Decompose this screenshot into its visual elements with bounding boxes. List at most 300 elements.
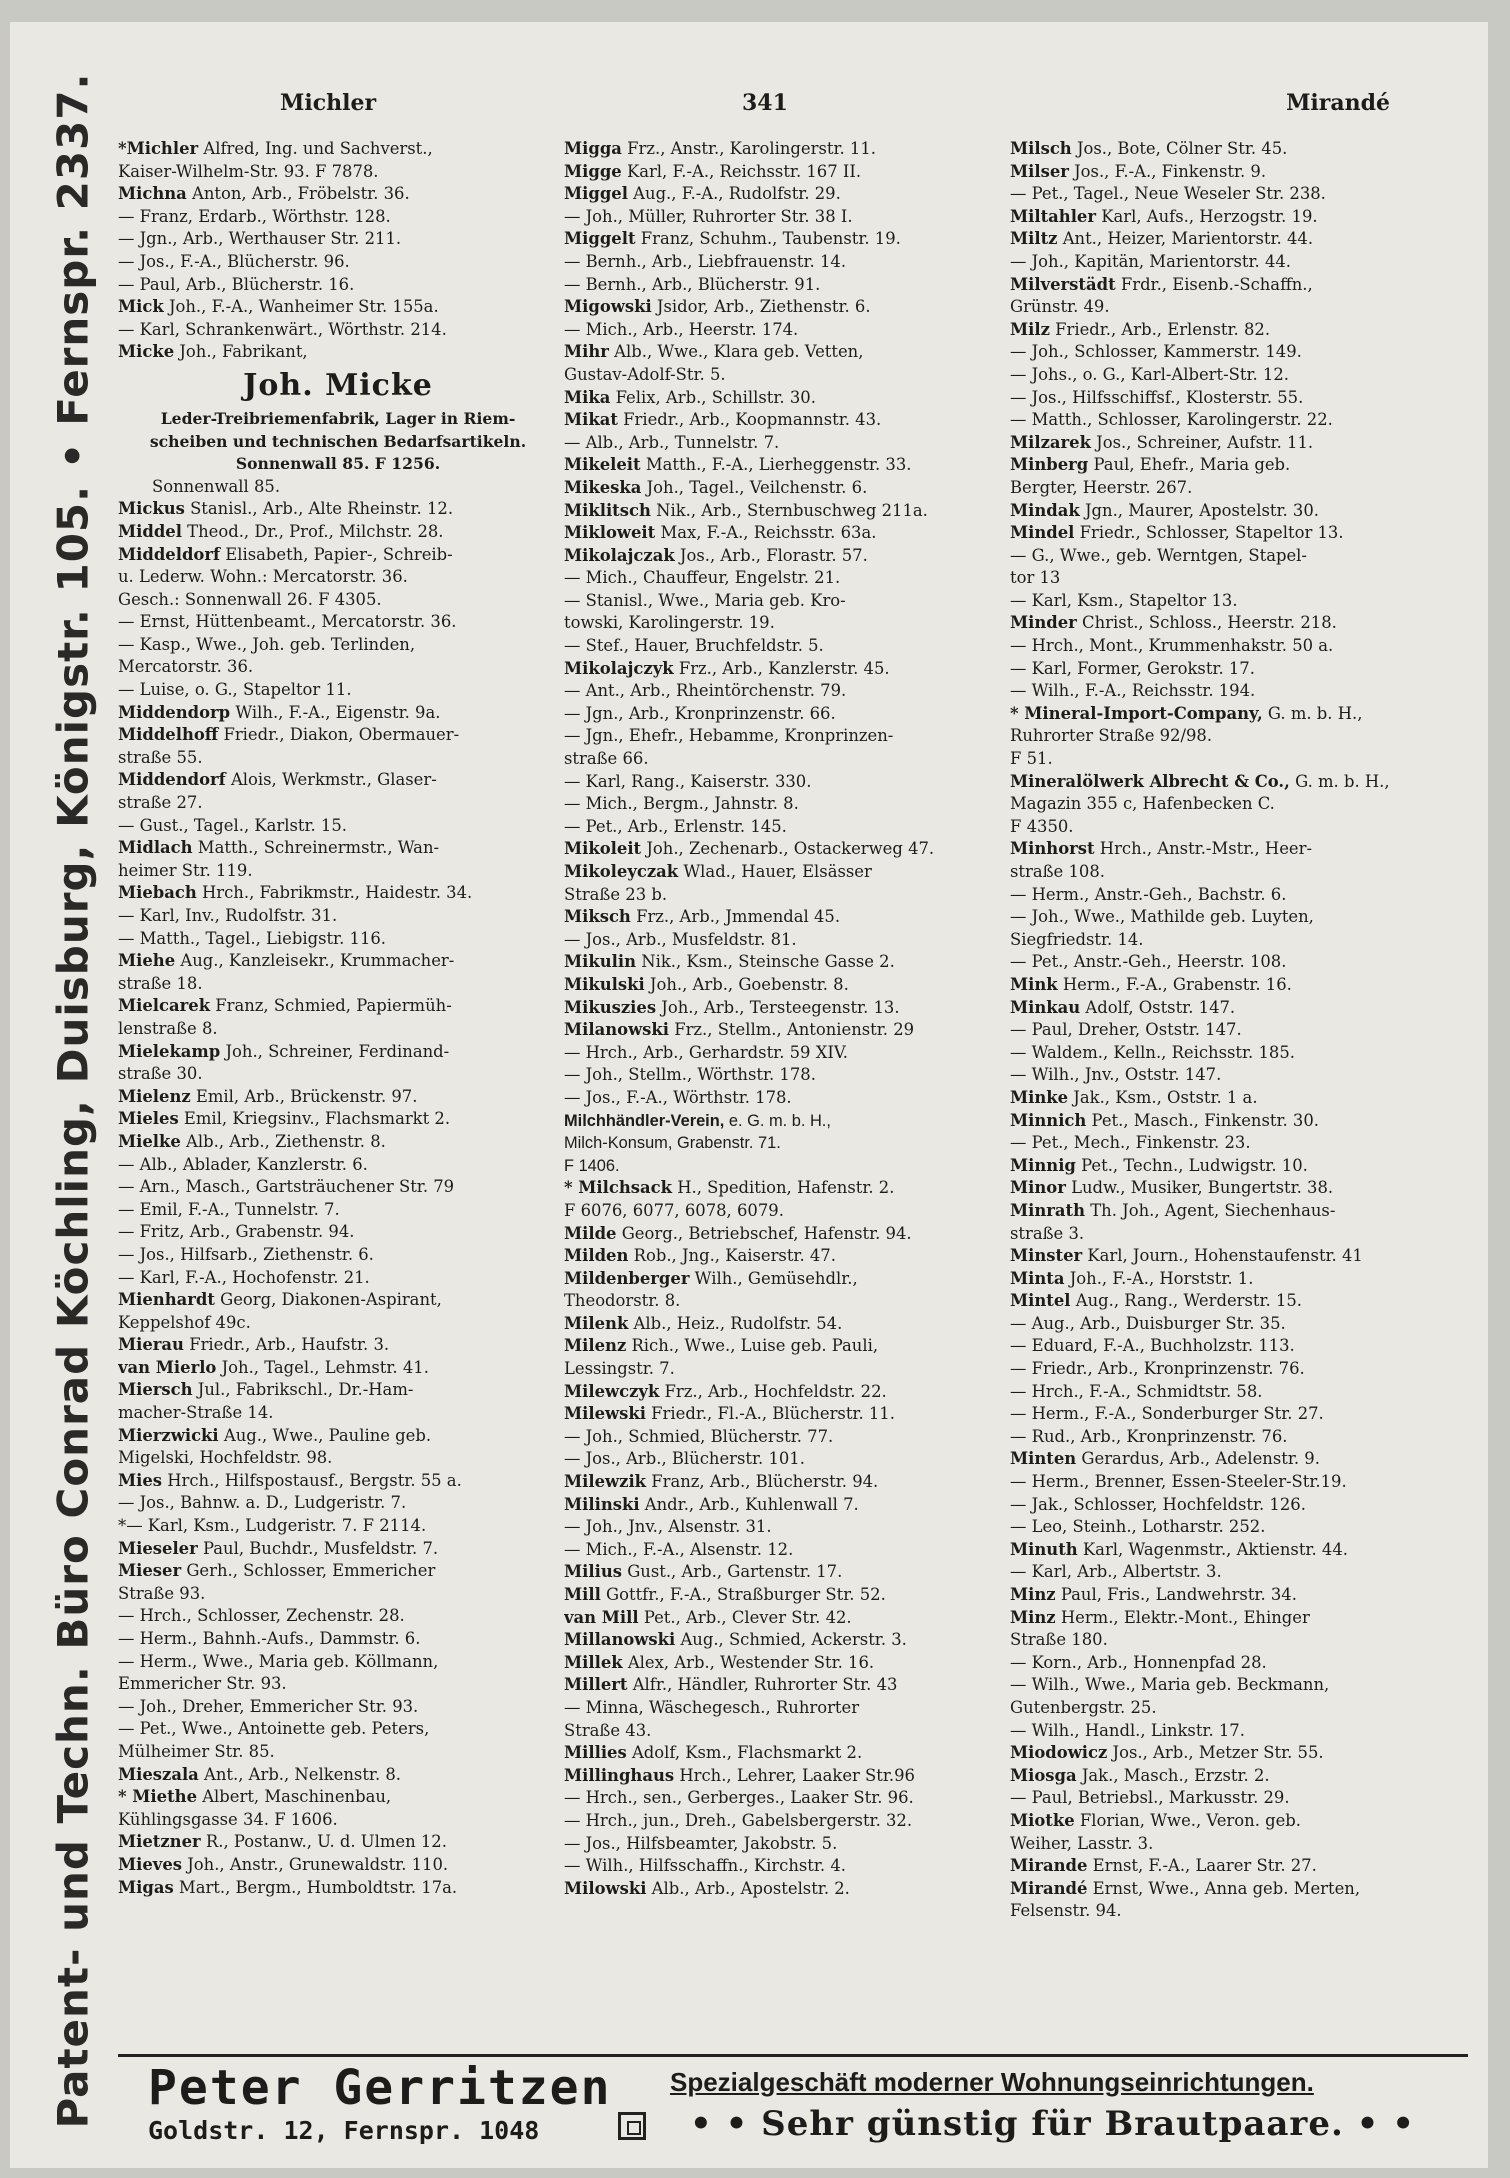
entry-details: Georg., Betriebschef, Hafenstr. 94.	[621, 1223, 912, 1243]
directory-entry	[118, 1854, 558, 1877]
entry-surname: Minnig	[1010, 1155, 1076, 1175]
entry-surname: Milser	[1010, 161, 1069, 181]
directory-entry	[1010, 884, 1465, 907]
directory-entry	[564, 793, 1004, 816]
directory-entry	[564, 477, 1004, 500]
directory-entry	[1010, 861, 1465, 884]
entry-surname: Mieszala	[118, 1764, 199, 1784]
entry-details: — Wilh., Wwe., Maria geb. Beckmann,	[1010, 1675, 1330, 1695]
entry-details: Pet., Arb., Clever Str. 42.	[643, 1607, 852, 1627]
address-line: Sonnenwall 85.	[152, 476, 281, 496]
entry-details: — Jos., F.-A., Wörthstr. 178.	[564, 1087, 792, 1107]
entry-details: — Joh., Müller, Ruhrorter Str. 38 I.	[564, 206, 853, 226]
directory-entry	[1010, 1652, 1465, 1675]
entry-details: Straße 180.	[1010, 1630, 1108, 1650]
entry-surname: Milzarek	[1010, 432, 1091, 452]
directory-entry	[564, 341, 1004, 364]
entry-details: — Hrch., F.-A., Schmidtstr. 58.	[1010, 1381, 1263, 1401]
entry-surname: Millanowski	[564, 1630, 676, 1650]
entry-surname: *Michler	[118, 139, 199, 158]
directory-entry	[564, 454, 1004, 477]
header-right-keyword: Mirandé	[1286, 90, 1390, 116]
directory-entry	[564, 1200, 1004, 1223]
directory-entry	[564, 703, 1004, 726]
directory-entry	[1010, 1042, 1465, 1065]
entry-details: Mercatorstr. 36.	[118, 657, 254, 677]
directory-entry	[118, 1605, 558, 1628]
entry-details: — Herm., Brenner, Essen-Steeler-Str.19.	[1010, 1472, 1347, 1492]
entry-details: Matth., Schreinermstr., Wan-	[197, 838, 440, 858]
directory-entry	[1010, 1787, 1465, 1810]
entry-details: Adolf, Oststr. 147.	[1085, 997, 1236, 1017]
directory-entry	[118, 815, 558, 838]
directory-entry	[1010, 997, 1465, 1020]
entry-details: — Jgn., Arb., Kronprinzenstr. 66.	[564, 703, 836, 723]
entry-surname: Mikulski	[564, 974, 645, 994]
entry-surname: Minder	[1010, 613, 1077, 633]
directory-entry	[118, 928, 558, 951]
directory-entry	[1010, 1855, 1465, 1878]
entry-details: — Fritz, Arb., Grabenstr. 94.	[118, 1222, 355, 1242]
entry-details: Jak., Ksm., Oststr. 1 a.	[1073, 1087, 1258, 1107]
entry-surname: Minnich	[1010, 1110, 1087, 1130]
directory-entry	[564, 1042, 1004, 1065]
entry-surname: Mirandé	[1010, 1878, 1088, 1898]
entry-details: Paul, Buchdr., Musfeldstr. 7.	[202, 1538, 439, 1558]
entry-surname: Middeldorf	[118, 544, 221, 564]
entry-details: — Mich., Bergm., Jahnstr. 8.	[564, 794, 799, 814]
footer-brand: Peter Gerritzen	[148, 2060, 612, 2116]
directory-entry	[564, 1810, 1004, 1833]
entry-surname: Mikoleyczak	[564, 862, 679, 881]
directory-entry	[564, 1223, 1004, 1246]
entry-surname: Minhorst	[1010, 839, 1095, 859]
directory-entry	[118, 1515, 558, 1538]
directory-entry	[118, 1041, 558, 1064]
entry-details: — Stanisl., Wwe., Maria geb. Kro-	[564, 590, 846, 610]
directory-entry	[1010, 1584, 1465, 1607]
directory-entry	[1010, 387, 1465, 410]
entry-surname: Mindak	[1010, 500, 1080, 520]
entry-details: — Emil, F.-A., Tunnelstr. 7.	[118, 1199, 340, 1219]
entry-surname: Miehe	[118, 951, 176, 971]
entry-surname: Mikeleit	[564, 455, 641, 475]
entry-details: Joh., Zechenarb., Ostackerweg 47.	[646, 839, 935, 859]
directory-entry	[118, 1447, 558, 1470]
directory-entry	[1010, 974, 1465, 997]
directory-entry	[1010, 1629, 1465, 1652]
directory-entry	[1010, 680, 1465, 703]
entry-details: Karl, Journ., Hohenstaufenstr. 41	[1087, 1246, 1363, 1266]
entry-details: Alfred, Ing. und Sachverst.,	[203, 139, 433, 158]
directory-entry	[118, 1560, 558, 1583]
directory-entry	[564, 658, 1004, 681]
directory-entry	[564, 838, 1004, 861]
directory-entry	[564, 1652, 1004, 1675]
entry-details: — Waldem., Kelln., Reichsstr. 185.	[1010, 1042, 1295, 1062]
entry-surname: Milinski	[564, 1494, 640, 1514]
directory-entry	[1010, 206, 1465, 229]
entry-details: — Jgn., Ehefr., Hebamme, Kronprinzen-	[564, 726, 894, 746]
entry-details: — Paul, Betriebsl., Markusstr. 29.	[1010, 1788, 1290, 1808]
directory-entry	[564, 1381, 1004, 1404]
entry-details: — Aug., Arb., Duisburger Str. 35.	[1010, 1313, 1286, 1333]
directory-entry	[118, 1470, 558, 1493]
entry-surname: Mieles	[118, 1109, 179, 1129]
directory-entry	[564, 1787, 1004, 1810]
directory-entry	[118, 702, 558, 725]
entry-surname: Midlach	[118, 838, 193, 858]
directory-entry	[564, 1177, 1004, 1200]
ornament-icon	[618, 2112, 646, 2140]
footer-address: Goldstr. 12, Fernspr. 1048	[148, 2116, 540, 2145]
directory-entry	[564, 1110, 1004, 1133]
directory-entry	[1010, 1720, 1465, 1743]
directory-entry	[1010, 1019, 1465, 1042]
entry-surname: Minor	[1010, 1178, 1066, 1198]
directory-entry	[1010, 1268, 1465, 1291]
directory-entry	[1010, 341, 1465, 364]
directory-entry	[118, 1425, 558, 1448]
directory-entry	[1010, 251, 1465, 274]
entry-details: — Karl, Schrankenwärt., Wörthstr. 214.	[118, 319, 447, 339]
entry-details: — Johs., o. G., Karl-Albert-Str. 12.	[1010, 364, 1289, 384]
entry-details: macher-Straße 14.	[118, 1403, 274, 1423]
directory-entry	[118, 319, 558, 342]
advertisement-line: Sonnenwall 85. F 1256.	[235, 454, 441, 474]
directory-entry	[1010, 567, 1465, 590]
entry-details: Emil, Arb., Brückenstr. 97.	[195, 1086, 418, 1106]
entry-surname: Miltz	[1010, 229, 1058, 249]
entry-surname: Mieseler	[118, 1538, 198, 1558]
entry-details: Straße 23 b.	[564, 884, 668, 904]
entry-details: — Herm., Bahnh.-Aufs., Dammstr. 6.	[118, 1629, 421, 1648]
entry-details: — Karl, Former, Gerokstr. 17.	[1010, 658, 1255, 678]
directory-entry	[564, 1290, 1004, 1313]
directory-entry	[1010, 590, 1465, 613]
entry-details: — Leo, Steinh., Lotharstr. 252.	[1010, 1517, 1266, 1537]
entry-details: Paul, Ehefr., Maria geb.	[1093, 455, 1291, 475]
directory-entry	[1010, 1223, 1465, 1246]
entry-details: Hrch., Lehrer, Laaker Str.96	[679, 1765, 915, 1785]
entry-surname: Mielcarek	[118, 996, 211, 1016]
entry-surname: Mink	[1010, 974, 1058, 994]
entry-details: Ernst, F.-A., Laarer Str. 27.	[1092, 1856, 1317, 1876]
directory-entry	[118, 1628, 558, 1651]
entry-details: — Pet., Tagel., Neue Weseler Str. 238.	[1010, 184, 1326, 204]
directory-entry	[564, 161, 1004, 184]
entry-details: — Herm., Wwe., Maria geb. Köllmann,	[118, 1651, 439, 1671]
entry-details: Frz., Stellm., Antonienstr. 29	[674, 1020, 915, 1040]
directory-entry	[118, 1402, 558, 1425]
entry-details: tor 13	[1010, 568, 1061, 588]
entry-details: — Joh., Schmied, Blücherstr. 77.	[564, 1426, 834, 1446]
directory-entry	[118, 656, 558, 679]
entry-details: — Karl, Ksm., Stapeltor 13.	[1010, 590, 1238, 610]
entry-details: Frz., Arb., Hochfeldstr. 22.	[664, 1381, 887, 1401]
entry-details: — Rud., Arb., Kronprinzenstr. 76.	[1010, 1426, 1288, 1446]
entry-surname: Mielke	[118, 1131, 181, 1151]
entry-details: — Joh., Schlosser, Kammerstr. 149.	[1010, 342, 1302, 362]
directory-entry	[118, 882, 558, 905]
directory-entry	[118, 251, 558, 274]
entry-surname: Mierzwicki	[118, 1425, 219, 1445]
entry-surname: * Milchsack	[564, 1178, 672, 1198]
directory-entry	[564, 1019, 1004, 1042]
entry-surname: Miebach	[118, 883, 197, 903]
directory-entry	[564, 432, 1004, 455]
entry-details: Gutenbergstr. 25.	[1010, 1697, 1157, 1717]
directory-entry	[118, 161, 558, 184]
entry-details: — G., Wwe., geb. Werntgen, Stapel-	[1010, 545, 1307, 565]
entry-surname: Miklitsch	[564, 500, 651, 520]
entry-details: Alb., Wwe., Klara geb. Vetten,	[614, 342, 864, 362]
entry-surname: Michna	[118, 184, 187, 204]
directory-entry	[1010, 1561, 1465, 1584]
entry-surname: Micke	[118, 342, 175, 362]
entry-surname: Millinghaus	[564, 1765, 675, 1785]
entry-details: Hrch., Hilfspostausf., Bergstr. 55 a.	[167, 1470, 462, 1490]
directory-entry	[564, 1765, 1004, 1788]
entry-details: Pet., Masch., Finkenstr. 30.	[1091, 1110, 1319, 1130]
footer-tagline: • • Sehr günstig für Brautpaare. • •	[690, 2104, 1415, 2144]
directory-entry	[564, 1268, 1004, 1291]
entry-details: — Matth., Tagel., Liebigstr. 116.	[118, 928, 387, 948]
entry-surname: Minta	[1010, 1268, 1065, 1288]
entry-details: — Herm., Anstr.-Geh., Bachstr. 6.	[1010, 884, 1287, 904]
entry-surname: Milenz	[564, 1336, 627, 1356]
entry-surname: Milverstädt	[1010, 274, 1116, 294]
entry-details: — Hrch., Schlosser, Zechenstr. 28.	[118, 1606, 405, 1626]
entry-details: — Wilh., Hilfsschaffn., Kirchstr. 4.	[564, 1856, 846, 1876]
entry-details: Joh., Arb., Tersteegenstr. 13.	[661, 997, 900, 1017]
entry-details: Friedr., Arb., Erlenstr. 82.	[1055, 319, 1271, 339]
entry-details: — Mich., F.-A., Alsenstr. 12.	[564, 1539, 794, 1559]
entry-details: Friedr., Arb., Koopmannstr. 43.	[623, 410, 882, 430]
directory-entry	[118, 634, 558, 657]
directory-entry	[564, 1855, 1004, 1878]
entry-details: Joh., F.-A., Wanheimer Str. 155a.	[168, 297, 439, 317]
directory-entry	[1010, 906, 1465, 929]
directory-entry	[118, 1809, 558, 1832]
entry-details: — Joh., Wwe., Mathilde geb. Luyten,	[1010, 907, 1314, 927]
directory-entry	[1010, 1448, 1465, 1471]
directory-entry	[564, 1313, 1004, 1336]
directory-entry	[1010, 228, 1465, 251]
entry-surname: Mikat	[564, 410, 618, 430]
entry-details: — Pet., Mech., Finkenstr. 23.	[1010, 1133, 1251, 1153]
entry-details: — Jos., F.-A., Blücherstr. 96.	[118, 251, 350, 271]
directory-entry	[1010, 1200, 1465, 1223]
entry-surname: Miksch	[564, 907, 631, 927]
column-1	[118, 138, 558, 2028]
directory-entry	[564, 816, 1004, 839]
entry-details: R., Postanw., U. d. Ulmen 12.	[205, 1832, 447, 1852]
entry-details: Lessingstr. 7.	[564, 1359, 675, 1379]
entry-details: Alb., Arb., Ziethenstr. 8.	[186, 1131, 386, 1151]
directory-entry	[564, 364, 1004, 387]
directory-entry	[1010, 658, 1465, 681]
entry-details: Karl, Wagenmstr., Aktienstr. 44.	[1082, 1539, 1348, 1559]
entry-details: — Paul, Arb., Blücherstr. 16.	[118, 274, 355, 294]
directory-entry	[118, 183, 558, 206]
directory-entry	[1010, 1674, 1465, 1697]
directory-entry	[1010, 1358, 1465, 1381]
entry-details: Mart., Bergm., Humboldtstr. 17a.	[178, 1877, 458, 1897]
entry-surname: Milowski	[564, 1878, 647, 1898]
directory-entry	[564, 884, 1004, 907]
entry-details: Aug., Rang., Werderstr. 15.	[1075, 1291, 1303, 1311]
entry-details: Alfr., Händler, Ruhrorter Str. 43	[632, 1675, 898, 1695]
column-3	[1010, 138, 1465, 2028]
entry-details: — Karl, Rang., Kaiserstr. 330.	[564, 771, 812, 791]
entry-surname: Migas	[118, 1877, 174, 1897]
directory-entry	[564, 1742, 1004, 1765]
directory-entry	[118, 1063, 558, 1086]
entry-details: Nik., Arb., Sternbuschweg 211a.	[656, 500, 928, 520]
page-number: 341	[742, 90, 788, 116]
directory-entry	[118, 611, 558, 634]
entry-surname: Milsch	[1010, 139, 1072, 158]
directory-entry	[564, 1878, 1004, 1901]
entry-details: — Paul, Dreher, Oststr. 147.	[1010, 1020, 1242, 1040]
entry-surname: Milchhändler-Verein,	[564, 1111, 725, 1130]
entry-details: F 6076, 6077, 6078, 6079.	[564, 1200, 784, 1220]
directory-entry	[564, 1358, 1004, 1381]
entry-surname: Minz	[1010, 1607, 1056, 1627]
directory-entry	[564, 387, 1004, 410]
entry-details: Gerardus, Arb., Adelenstr. 9.	[1081, 1449, 1320, 1469]
entry-surname: Mikolajczyk	[564, 658, 674, 678]
directory-entry	[118, 837, 558, 860]
entry-surname: Mikoleit	[564, 839, 642, 859]
entry-surname: Miodowicz	[1010, 1743, 1108, 1763]
directory-entry	[564, 1584, 1004, 1607]
directory-entry	[564, 1132, 1004, 1155]
entry-surname: Minz	[1010, 1585, 1056, 1604]
entry-details: Theod., Dr., Prof., Milchstr. 28.	[187, 521, 444, 541]
entry-details: — Pet., Wwe., Antoinette geb. Peters,	[118, 1719, 430, 1739]
entry-details: Franz, Arb., Blücherstr. 94.	[651, 1472, 879, 1492]
entry-surname: Milde	[564, 1223, 617, 1243]
directory-entry	[118, 1764, 558, 1787]
entry-details: — Karl, Inv., Rudolfstr. 31.	[118, 906, 338, 925]
entry-details: Frdr., Eisenb.-Schaffn.,	[1120, 274, 1313, 294]
directory-entry	[118, 679, 558, 702]
entry-surname: Mindel	[1010, 523, 1075, 543]
directory-entry	[1010, 951, 1465, 974]
directory-entry	[118, 589, 558, 612]
directory-entry	[118, 521, 558, 544]
directory-entry	[1010, 1064, 1465, 1087]
directory-entry	[1010, 1177, 1465, 1200]
entry-surname: Mies	[118, 1470, 163, 1490]
entry-details: Jgn., Maurer, Apostelstr. 30.	[1084, 500, 1319, 520]
entry-surname: Minke	[1010, 1087, 1069, 1107]
entry-surname: Miersch	[118, 1380, 193, 1400]
entry-details: Kühlingsgasse 34. F 1606.	[118, 1809, 338, 1829]
directory-entry	[564, 296, 1004, 319]
entry-details: Christ., Schloss., Heerstr. 218.	[1082, 613, 1337, 633]
entry-surname: Millies	[564, 1743, 627, 1763]
entry-details: — Jgn., Arb., Werthauser Str. 211.	[118, 229, 402, 249]
entry-surname: Minten	[1010, 1449, 1077, 1469]
entry-details: — Stef., Hauer, Bruchfeldstr. 5.	[564, 636, 824, 656]
entry-details: — Wilh., F.-A., Reichsstr. 194.	[1010, 681, 1256, 701]
directory-entry	[118, 1651, 558, 1674]
entry-details: Rob., Jng., Kaiserstr. 47.	[633, 1246, 836, 1266]
entry-details: — Wilh., Handl., Linkstr. 17.	[1010, 1720, 1245, 1740]
directory-entry	[1010, 1607, 1465, 1630]
entry-details: — Minna, Wäschegesch., Ruhrorter	[564, 1697, 860, 1717]
entry-details: u. Lederw. Wohn.: Mercatorstr. 36.	[118, 567, 408, 587]
entry-details: — Bernh., Arb., Liebfrauenstr. 14.	[564, 251, 847, 271]
entry-details: Elisabeth, Papier-, Schreib-	[225, 544, 453, 564]
directory-entry	[1010, 1539, 1465, 1562]
directory-entry	[118, 228, 558, 251]
directory-entry	[564, 1629, 1004, 1652]
directory-entry	[118, 905, 558, 928]
entry-surname: Mihr	[564, 342, 609, 362]
entry-details: Joh., Tagel., Veilchenstr. 6.	[646, 477, 868, 497]
entry-surname: Miggel	[564, 184, 628, 204]
entry-details: Ant., Heizer, Marientorstr. 44.	[1062, 229, 1314, 249]
directory-entry	[1010, 1335, 1465, 1358]
directory-entry	[564, 1833, 1004, 1856]
entry-details: Stanisl., Arb., Alte Rheinstr. 12.	[190, 499, 454, 519]
directory-entry	[564, 522, 1004, 545]
entry-details: — Eduard, F.-A., Buchholzstr. 113.	[1010, 1336, 1295, 1356]
entry-details: towski, Karolingerstr. 19.	[564, 613, 775, 633]
directory-entry	[1010, 1155, 1465, 1178]
directory-entry	[1010, 838, 1465, 861]
directory-entry	[564, 1087, 1004, 1110]
directory-entry	[564, 1064, 1004, 1087]
directory-entry	[564, 183, 1004, 206]
entry-surname: Minkau	[1010, 997, 1081, 1017]
entry-details: Matth., F.-A., Lierheggenstr. 33.	[645, 455, 912, 475]
directory-entry	[1010, 364, 1465, 387]
column-2	[564, 138, 1004, 2028]
directory-entry	[1010, 748, 1465, 771]
entry-surname: Middelhoff	[118, 725, 219, 745]
entry-details: Aug., Schmied, Ackerstr. 3.	[680, 1630, 907, 1650]
entry-details: — Alb., Ablader, Kanzlerstr. 6.	[118, 1154, 368, 1174]
entry-surname: Mierau	[118, 1335, 184, 1355]
entry-details: — Herm., F.-A., Sonderburger Str. 27.	[1010, 1404, 1324, 1424]
directory-entry	[118, 1718, 558, 1741]
entry-details: — Mich., Chauffeur, Engelstr. 21.	[564, 568, 841, 588]
directory-entry	[118, 1154, 558, 1177]
entry-surname: Milenk	[564, 1313, 629, 1333]
entry-details: Milch-Konsum, Grabenstr. 71.	[564, 1134, 781, 1153]
entry-details: Gottfr., F.-A., Straßburger Str. 52.	[606, 1585, 886, 1604]
entry-surname: Mikeska	[564, 477, 642, 497]
entry-details: — Ernst, Hüttenbeamt., Mercatorstr. 36.	[118, 612, 457, 632]
directory-entry	[118, 1696, 558, 1719]
directory-entry	[118, 1018, 558, 1041]
entry-details: Rich., Wwe., Luise geb. Pauli,	[631, 1336, 879, 1356]
directory-entry	[1010, 703, 1465, 726]
entry-surname: Migge	[564, 161, 622, 181]
entry-details: Siegfriedstr. 14.	[1010, 929, 1144, 949]
directory-entry	[118, 724, 558, 747]
entry-details: Paul, Fris., Landwehrstr. 34.	[1060, 1585, 1297, 1604]
entry-details: Alois, Werkmstr., Glaser-	[230, 770, 437, 790]
directory-entry	[118, 1221, 558, 1244]
directory-entry	[118, 1289, 558, 1312]
directory-entry	[1010, 274, 1465, 297]
